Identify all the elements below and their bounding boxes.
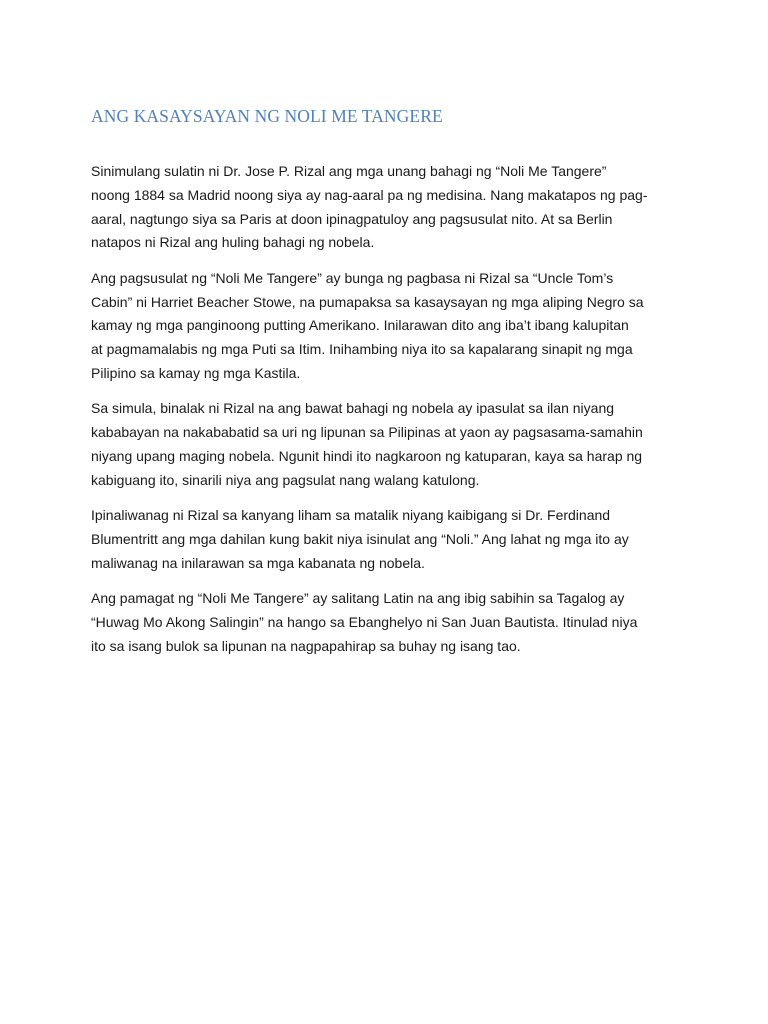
text-line: Sa simula, binalak ni Rizal na ang bawat bahagi ng nobela ay ipasulat sa ilan niyang xyxy=(91,400,615,417)
text-line: Ang pamagat ng “Noli Me Tangere” ay salitang Latin na ang ibig sabihin sa Tagalog ay xyxy=(91,590,625,607)
text-line: kamay ng mga panginoong putting Amerikano. Inilarawan dito ang iba’t ibang kalupitan xyxy=(91,317,629,334)
paragraph-2 xyxy=(91,267,691,386)
text-line: noong 1884 sa Madrid noong siya ay nag-aaral pa ng medisina. Nang makatapos ng pag- xyxy=(91,186,648,203)
text-line: Ipinaliwanag ni Rizal sa kanyang liham sa matalik niyang kaibigang si Dr. Ferdinand xyxy=(91,507,611,524)
text-line: kabiguang ito, sinarili niya ang pagsulat nang walang katulong. xyxy=(91,471,480,488)
text-line: at pagmamalabis ng mga Puti sa Itim. Inihambing niya ito sa kapalarang sinapit ng mga xyxy=(91,341,633,358)
text-line: Pilipino sa kamay ng mga Kastila. xyxy=(91,364,301,381)
text-line: niyang upang maging nobela. Ngunit hindi ito nagkaroon ng katuparan, kaya sa harap ng xyxy=(91,447,643,464)
text-line: Blumentritt ang mga dahilan kung bakit niya isinulat ang “Noli.” Ang lahat ng mga ito ay xyxy=(91,530,629,547)
text-line: “Huwag Mo Akong Salingin” na hango sa Ebanghelyo ni San Juan Bautista. Itinulad niya xyxy=(91,613,638,630)
text-line: kababayan na nakababatid sa uri ng lipunan sa Pilipinas at yaon ay pagsasama-samahin xyxy=(91,424,643,441)
paragraph-4 xyxy=(91,504,691,575)
text-line: Ang pagsusulat ng “Noli Me Tangere” ay bunga ng pagbasa ni Rizal sa “Uncle Tom’s xyxy=(91,269,614,286)
document-body xyxy=(91,160,691,670)
paragraph-5 xyxy=(91,587,691,658)
paragraph-3 xyxy=(91,397,691,492)
text-line: aaral, nagtungo siya sa Paris at doon ipinagpatuloy ang pagsusulat nito. At sa Berlin xyxy=(91,210,613,227)
text-line: natapos ni Rizal ang huling bahagi ng nobela. xyxy=(91,234,375,251)
document-title: ANG KASAYSAYAN NG NOLI ME TANGERE xyxy=(91,106,443,126)
text-line: Cabin” ni Harriet Beacher Stowe, na pumapaksa sa kasaysayan ng mga aliping Negro sa xyxy=(91,293,644,310)
text-line: Sinimulang sulatin ni Dr. Jose P. Rizal ang mga unang bahagi ng “Noli Me Tangere” xyxy=(91,163,607,179)
paragraph-1 xyxy=(91,160,691,255)
text-line: ito sa isang bulok sa lipunan na nagpapahirap sa buhay ng isang tao. xyxy=(91,637,521,654)
text-line: maliwanag na inilarawan sa mga kabanata ng nobela. xyxy=(91,554,425,571)
